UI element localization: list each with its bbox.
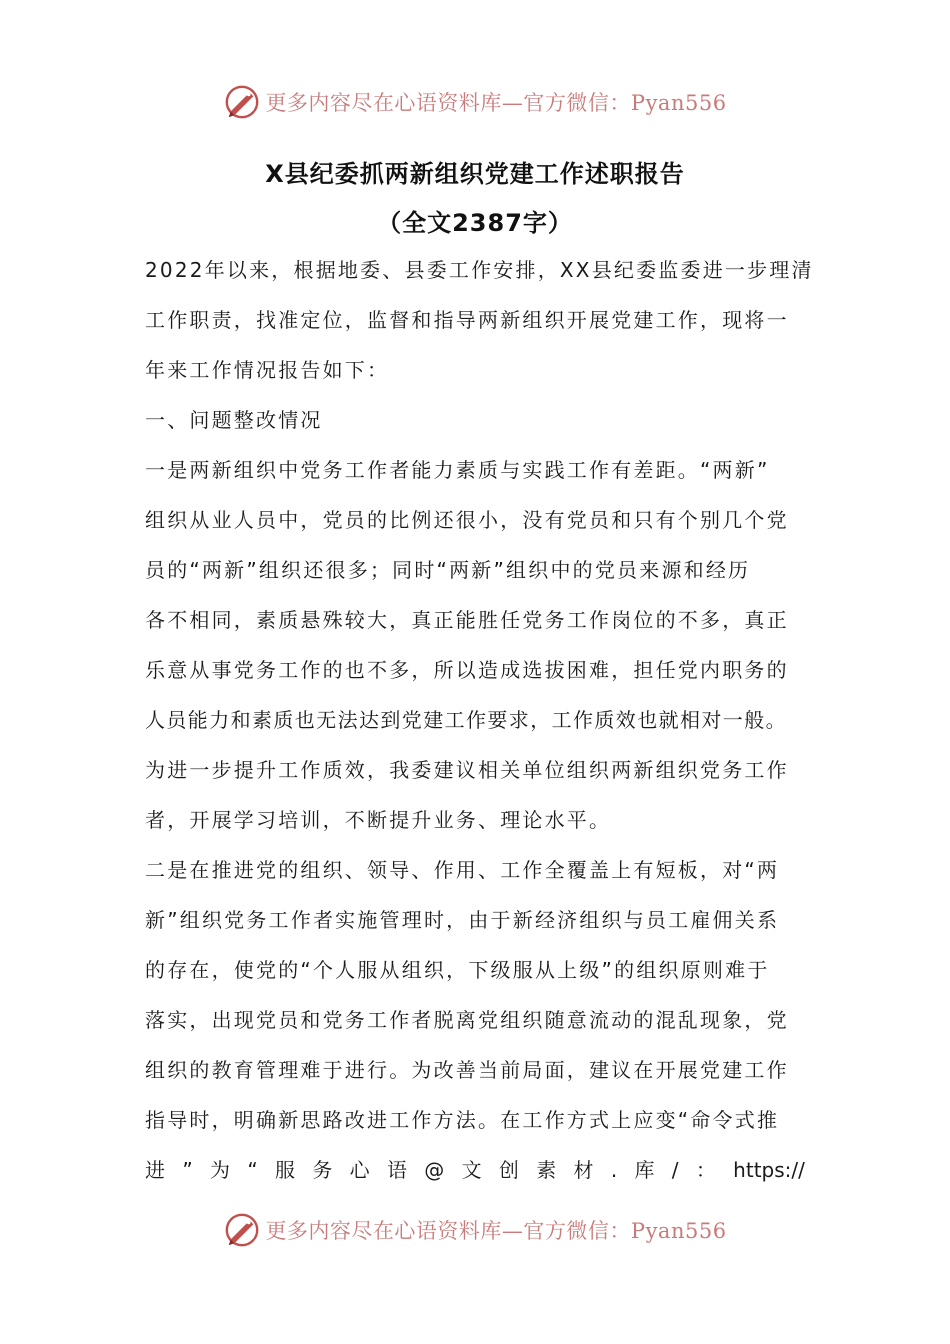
body-line: 组织的教育管理难于进行。为改善当前局面，建议在开展党建工作 <box>145 1058 789 1082</box>
body-line: 新”组织党务工作者实施管理时，由于新经济组织与员工雇佣关系 <box>145 908 780 932</box>
body-line: 乐意从事党务工作的也不多，所以造成选拔困难，担任党内职务的 <box>145 658 789 682</box>
token: ： <box>695 1158 716 1182</box>
section-heading: 一、问题整改情况 <box>145 408 323 432</box>
body-line: 员的“两新”组织还很多；同时“两新”组织中的党员来源和经历 <box>145 558 751 582</box>
token: “ <box>247 1158 258 1182</box>
token: 文 <box>461 1158 482 1182</box>
token: 库 <box>634 1158 655 1182</box>
token: 为 <box>210 1158 230 1182</box>
body-line: 组织从业人员中，党员的比例还很小，没有党员和只有个别几个党 <box>145 508 789 532</box>
body-line: 一是两新组织中党务工作者能力素质与实践工作有差距。“两新” <box>145 458 770 482</box>
token: 创 <box>498 1158 519 1182</box>
body-line-justified <box>145 1150 805 1200</box>
body-line: 者，开展学习培训，不断提升业务、理论水平。 <box>145 808 612 832</box>
token: ” <box>182 1158 193 1182</box>
header-watermark-text: 更多内容尽在心语资料库—官方微信：Pyan556 <box>265 91 727 115</box>
body-line: 各不相同，素质悬殊较大，真正能胜任党务工作岗位的不多，真正 <box>145 608 789 632</box>
token: 心 <box>349 1158 370 1182</box>
document-subtitle: （全文2387字） <box>377 209 573 237</box>
footer-watermark-banner <box>0 1208 950 1252</box>
body-line: 2022年以来，根据地委、县委工作安排，XX县纪委监委进一步理清 <box>145 258 814 282</box>
token: 务 <box>312 1158 333 1182</box>
token: @ <box>424 1158 445 1182</box>
header-watermark-banner <box>0 80 950 124</box>
token: 材 <box>573 1158 594 1182</box>
token: 进 <box>145 1158 165 1182</box>
pen-logo-icon <box>223 83 261 121</box>
footer-watermark-text: 更多内容尽在心语资料库—官方微信：Pyan556 <box>265 1219 727 1243</box>
document-title: X县纪委抓两新组织党建工作述职报告 <box>265 160 685 188</box>
body-line: 落实，出现党员和党务工作者脱离党组织随意流动的混乱现象，党 <box>145 1008 789 1032</box>
token: / <box>671 1158 679 1182</box>
body-line: 二是在推进党的组织、领导、作用、工作全覆盖上有短板，对“两 <box>145 858 780 882</box>
body-line: 年来工作情况报告如下： <box>145 358 390 382</box>
url-link[interactable]: https:// <box>733 1158 805 1182</box>
document-body <box>145 250 814 1200</box>
token: 素 <box>536 1158 557 1182</box>
token: 语 <box>386 1158 407 1182</box>
body-line: 指导时，明确新思路改进工作方法。在工作方式上应变“命令式推 <box>145 1108 780 1132</box>
pen-logo-icon <box>223 1211 261 1249</box>
body-line: 人员能力和素质也无法达到党建工作要求，工作质效也就相对一般。 <box>145 708 787 732</box>
token: 服 <box>275 1158 295 1182</box>
body-line: 为进一步提升工作质效，我委建议相关单位组织两新组织党务工作 <box>145 758 789 782</box>
token: . <box>610 1158 618 1182</box>
body-line: 工作职责，找准定位，监督和指导两新组织开展党建工作，现将一 <box>145 308 789 332</box>
body-line: 的存在，使党的“个人服从组织，下级服从上级”的组织原则难于 <box>145 958 770 982</box>
